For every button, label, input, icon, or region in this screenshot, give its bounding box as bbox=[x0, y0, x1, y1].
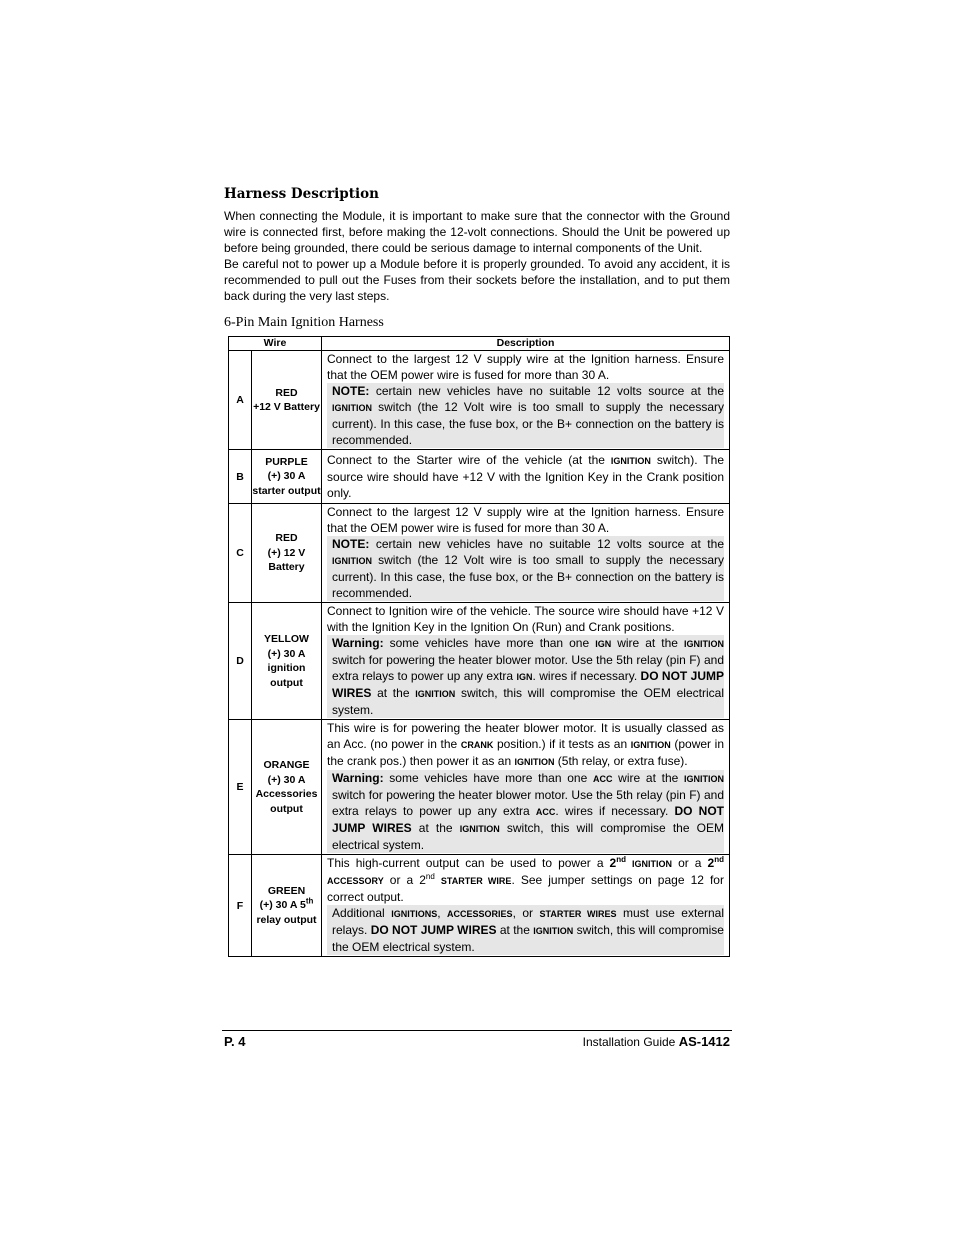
wire-spec-text: (+) 30 A 5 bbox=[259, 899, 306, 912]
wire-function: output bbox=[270, 676, 303, 689]
description-text: Connect to Ignition wire of the vehicle. The source wire should have +12 V with the Ignition Key in the Ignition On (Run) and Crank positions. bbox=[327, 604, 724, 634]
warning-label: Warning: bbox=[332, 636, 384, 650]
warning-text: some vehicles have more than one bbox=[383, 636, 596, 650]
page-number: P. 4 bbox=[224, 1034, 246, 1049]
text-run: or a 2 bbox=[383, 873, 426, 887]
text-term: CRANK bbox=[460, 740, 494, 750]
text-run: switch). The source wire should have +12 V with the Ignition Key in the Crank position only. bbox=[327, 453, 724, 500]
model-number: AS-1412 bbox=[678, 1034, 730, 1049]
wire-color: RED bbox=[275, 386, 298, 399]
warning-text: at the bbox=[411, 821, 460, 835]
wire-spec: (+) 12 V bbox=[267, 546, 306, 559]
harness-title: 6-Pin Main Ignition Harness bbox=[224, 315, 384, 330]
note-box bbox=[327, 383, 724, 448]
text-term: IGNITION bbox=[610, 456, 651, 466]
text-sup: nd bbox=[425, 872, 435, 881]
text-sup: nd bbox=[616, 855, 626, 864]
intro-text bbox=[224, 208, 730, 304]
description-cell bbox=[322, 720, 730, 855]
note-text: certain new vehicles have no suitable 12 volts source at the bbox=[369, 537, 724, 551]
note-text: Additional bbox=[332, 906, 392, 920]
text-term: IGNITION bbox=[632, 859, 673, 869]
text-emphasis: 2 bbox=[707, 856, 715, 870]
wire-spec: (+) 30 A bbox=[267, 470, 306, 483]
note-label: NOTE: bbox=[332, 537, 370, 551]
wire-cell bbox=[252, 603, 322, 720]
warning-emphasis: DO NOT JUMP WIRES bbox=[332, 669, 724, 700]
warning-box bbox=[327, 635, 724, 718]
warning-text: switch for powering the heater blower motor. Use the 5th relay (pin F) and extra relays to power up any extra bbox=[332, 788, 724, 818]
note-term: IGNITION bbox=[332, 556, 373, 566]
note-term: ACCESSORIES bbox=[447, 909, 513, 919]
wire-function: starter output bbox=[252, 484, 321, 497]
intro-paragraph-1: When connecting the Module, it is important to make sure that the connector with the Ground wire is connected first, before making the 12-volt connections. Should the Unit be powered up before being grounded, there could be serious damage to internal components of the Unit. bbox=[224, 209, 730, 255]
text-term: IGNITION bbox=[630, 740, 671, 750]
description-cell bbox=[322, 351, 730, 450]
table-header bbox=[229, 337, 730, 351]
warning-term: IGN bbox=[595, 639, 612, 649]
wire-function: ignition bbox=[267, 662, 306, 674]
wire-color: GREEN bbox=[267, 884, 306, 897]
table-row bbox=[229, 720, 730, 855]
note-box bbox=[327, 905, 724, 955]
description-cell bbox=[322, 450, 730, 504]
description-cell bbox=[322, 504, 730, 603]
warning-text: . wires if necessary. bbox=[532, 669, 641, 683]
warning-text: wire at the bbox=[611, 636, 684, 650]
warning-emphasis: DO NOT JUMP WIRES bbox=[332, 804, 724, 835]
pin-label: B bbox=[229, 450, 252, 504]
note-text: switch, this will compromise the OEM electrical system. bbox=[332, 923, 724, 954]
wire-function: Battery bbox=[268, 561, 305, 574]
wire-cell bbox=[252, 855, 322, 957]
text-term: STARTER WIRE bbox=[440, 876, 512, 886]
warning-term: ACC bbox=[535, 807, 556, 817]
pin-label: A bbox=[229, 351, 252, 450]
text-run: or a bbox=[672, 856, 708, 870]
section-title: Harness Description bbox=[224, 186, 379, 202]
description-text bbox=[327, 720, 724, 770]
warning-term: IGNITION bbox=[684, 774, 724, 784]
text-emphasis: 2 bbox=[609, 856, 617, 870]
wire-spec: (+) 30 A bbox=[267, 647, 306, 660]
warning-text: wire at the bbox=[612, 771, 684, 785]
table-row bbox=[229, 855, 730, 957]
text-run: . See jumper settings on page 12 for correct output. bbox=[327, 873, 724, 904]
page-content bbox=[224, 186, 730, 957]
warning-text: some vehicles have more than one bbox=[383, 771, 593, 785]
note-term: STARTER WIRES bbox=[539, 909, 617, 919]
warning-label: Warning: bbox=[332, 771, 384, 785]
text-run: This wire is for powering the heater blower motor. It is usually classed as an Acc. (no power in the bbox=[327, 721, 724, 751]
note-term: IGNITIONS bbox=[391, 909, 438, 919]
text-run: (power in the crank pos.) then power it as an bbox=[327, 737, 724, 768]
table-row bbox=[229, 351, 730, 450]
note-emphasis: DO NOT JUMP WIRES bbox=[370, 923, 497, 937]
wire-cell bbox=[252, 720, 322, 855]
warning-text: . wires if necessary. bbox=[555, 804, 675, 818]
wire-spec: (+) 30 A bbox=[267, 773, 306, 786]
text-term: IGNITION bbox=[514, 757, 555, 767]
note-text: at the bbox=[496, 923, 534, 937]
wire-function: Accessories bbox=[255, 788, 318, 800]
warning-text: at the bbox=[371, 686, 416, 700]
wire-spec bbox=[252, 898, 321, 913]
description-text bbox=[327, 855, 724, 905]
wire-cell bbox=[252, 504, 322, 603]
text-sup: nd bbox=[714, 855, 724, 864]
wire-spec: +12 V Battery bbox=[253, 401, 320, 413]
wire-function: relay output bbox=[256, 913, 317, 926]
guide-label: Installation Guide bbox=[582, 1035, 676, 1049]
text-run: Connect to the Starter wire of the vehicle (at the bbox=[327, 453, 611, 467]
table-row bbox=[229, 504, 730, 603]
wire-color: ORANGE bbox=[263, 759, 310, 771]
table-row bbox=[229, 450, 730, 504]
wire-function: output bbox=[270, 802, 303, 815]
pin-label: E bbox=[229, 720, 252, 855]
description-text: Connect to the largest 12 V supply wire at the Ignition harness. Ensure that the OEM power wire is fused for more than 30 A. bbox=[327, 352, 724, 382]
header-description: Description bbox=[322, 337, 730, 351]
note-text: , bbox=[437, 906, 448, 920]
description-text bbox=[327, 450, 724, 503]
wire-cell bbox=[252, 450, 322, 504]
wire-color: PURPLE bbox=[265, 455, 308, 468]
warning-text: switch, this will compromise the OEM electrical system. bbox=[332, 821, 724, 852]
note-text: switch (the 12 Volt wire is too small to supply the necessary current). In this case, the fuse box, or the B+ connection on the battery is recommended. bbox=[332, 400, 724, 447]
page-footer bbox=[222, 1030, 732, 1049]
warning-term: ACC bbox=[592, 774, 613, 784]
warning-term: IGN bbox=[516, 672, 533, 682]
note-text: must use external relays. bbox=[332, 906, 724, 937]
wire-spec-sup: th bbox=[305, 896, 314, 906]
table-row bbox=[229, 603, 730, 720]
footer-guide bbox=[583, 1034, 730, 1049]
note-term: IGNITION bbox=[533, 926, 574, 936]
note-text: , or bbox=[512, 906, 540, 920]
pin-label: C bbox=[229, 504, 252, 603]
warning-term: IGNITION bbox=[459, 824, 500, 834]
warning-text: switch, this will compromise the OEM electrical system. bbox=[332, 686, 724, 717]
text-term: ACCESSORY bbox=[327, 876, 384, 886]
pin-label: D bbox=[229, 603, 252, 720]
intro-paragraph-2: Be careful not to power up a Module before it is properly grounded. To avoid any accident, it is recommended to pull out the Fuses from their sockets before the installation, and to put them back during the very last steps. bbox=[224, 257, 730, 303]
wire-color: RED bbox=[275, 532, 298, 545]
harness-table bbox=[228, 336, 730, 957]
warning-term: IGNITION bbox=[684, 639, 724, 649]
note-text: switch (the 12 Volt wire is too small to supply the necessary current). In this case, the fuse box, or the B+ connection on the battery is recommended. bbox=[332, 553, 724, 600]
description-cell bbox=[322, 603, 730, 720]
note-box bbox=[327, 536, 724, 601]
warning-box bbox=[327, 770, 724, 853]
note-term: IGNITION bbox=[332, 403, 373, 413]
description-text: Connect to the largest 12 V supply wire at the Ignition harness. Ensure that the OEM power wire is fused for more than 30 A. bbox=[327, 505, 724, 535]
warning-text: switch for powering the heater blower motor. Use the 5th relay (pin F) and extra relays to power up any extra bbox=[332, 653, 724, 683]
warning-term: IGNITION bbox=[415, 689, 456, 699]
text-run: This high-current output can be used to power a bbox=[327, 856, 610, 870]
header-wire: Wire bbox=[229, 337, 322, 351]
text-run: (5th relay, or extra fuse). bbox=[554, 754, 688, 768]
text-run: position.) if it tests as an bbox=[493, 737, 631, 751]
pin-label: F bbox=[229, 855, 252, 957]
wire-cell bbox=[252, 351, 322, 450]
wire-color: YELLOW bbox=[264, 633, 309, 645]
note-text: certain new vehicles have no suitable 12 volts source at the bbox=[369, 384, 724, 398]
description-cell bbox=[322, 855, 730, 957]
note-label: NOTE: bbox=[332, 384, 370, 398]
